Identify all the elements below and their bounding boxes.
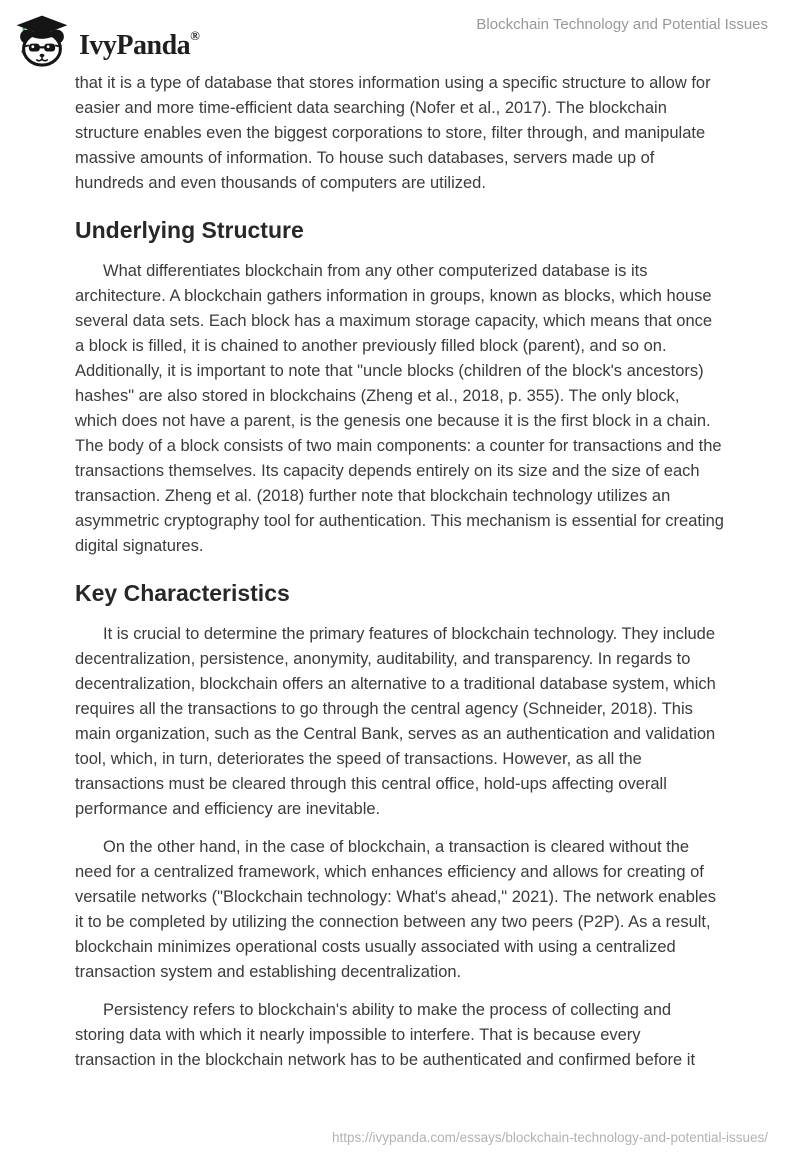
- brand-wordmark: [79, 8, 199, 74]
- paragraph: Persistency refers to blockchain's ability to make the process of collecting and storing data with which it nearly impossible to interfere. That is because every transaction in the blockchain network has to be authenticated and confirmed before it: [75, 1001, 696, 1069]
- section-heading-underlying-structure: Underlying Structure: [75, 217, 304, 243]
- paragraph: It is crucial to determine the primary features of blockchain technology. They include decentralization, persistence, anonymity, auditability, and transparency. In regards to decentralization, blockchain offers an alternative to a traditional database system, which requires all the transactions to go through the central agency (Schneider, 2018). This main organization, such as the Central Bank, serves as an authentication and validation tool, which, in turn, deteriorates the speed of transactions. However, as all the transactions must be cleared through this central office, hold-ups affecting overall performance and efficiency are inevitable.: [75, 625, 716, 818]
- document-title: Blockchain Technology and Potential Issues: [476, 16, 768, 33]
- section-heading-key-characteristics: Key Characteristics: [75, 580, 290, 606]
- paragraph: that it is a type of database that stores information using a specific structure to allow for easier and more time-efficient data searching (Nofer et al., 2017). The blockchain structure enables even the biggest corporations to store, filter through, and manipulate massive amounts of information. To house such databases, servers made up of hundreds and even thousands of computers are utilized.: [75, 74, 711, 192]
- brand-logo-group[interactable]: [14, 8, 199, 74]
- page-footer-url[interactable]: https://ivypanda.com/essays/blockchain-technology-and-potential-issues/: [332, 1130, 768, 1145]
- ivypanda-panda-logo-icon: [14, 13, 70, 69]
- paragraph: On the other hand, in the case of blockchain, a transaction is cleared without the need for a centralized framework, which enhances efficiency and allows for creating of versatile networks ("Blockchain technology: What's ahead," 2021). The network enables it to be completed by utilizing the connection between any two peers (P2P). As a result, blockchain minimizes operational costs usually associated with using a centralized transaction system and establishing decentralization.: [75, 838, 716, 981]
- paragraph: What differentiates blockchain from any other computerized database is its architecture. A blockchain gathers information in groups, known as blocks, which house several data sets. Each block has a maximum storage capacity, which means that once a block is filled, it is chained to another previously filled block (parent), and so on. Additionally, it is important to note that "uncle blocks (children of the block's ancestors) hashes" are also stored in blockchains (Zheng et al., 2018, p. 355). The only block, which does not have a parent, is the genesis one because it is the first block in a chain. The body of a block consists of two main components: a counter for transactions and the transactions themselves. Its capacity depends entirely on its size and the size of each transaction. Zheng et al. (2018) further note that blockchain technology utilizes an asymmetric cryptography tool for authentication. This mechanism is essential for creating digital signatures.: [75, 262, 724, 555]
- page-header: [0, 0, 800, 70]
- document-body: [75, 71, 725, 1073]
- brand-name: IvyPanda: [79, 30, 191, 61]
- registered-trademark-symbol: ®: [190, 28, 200, 43]
